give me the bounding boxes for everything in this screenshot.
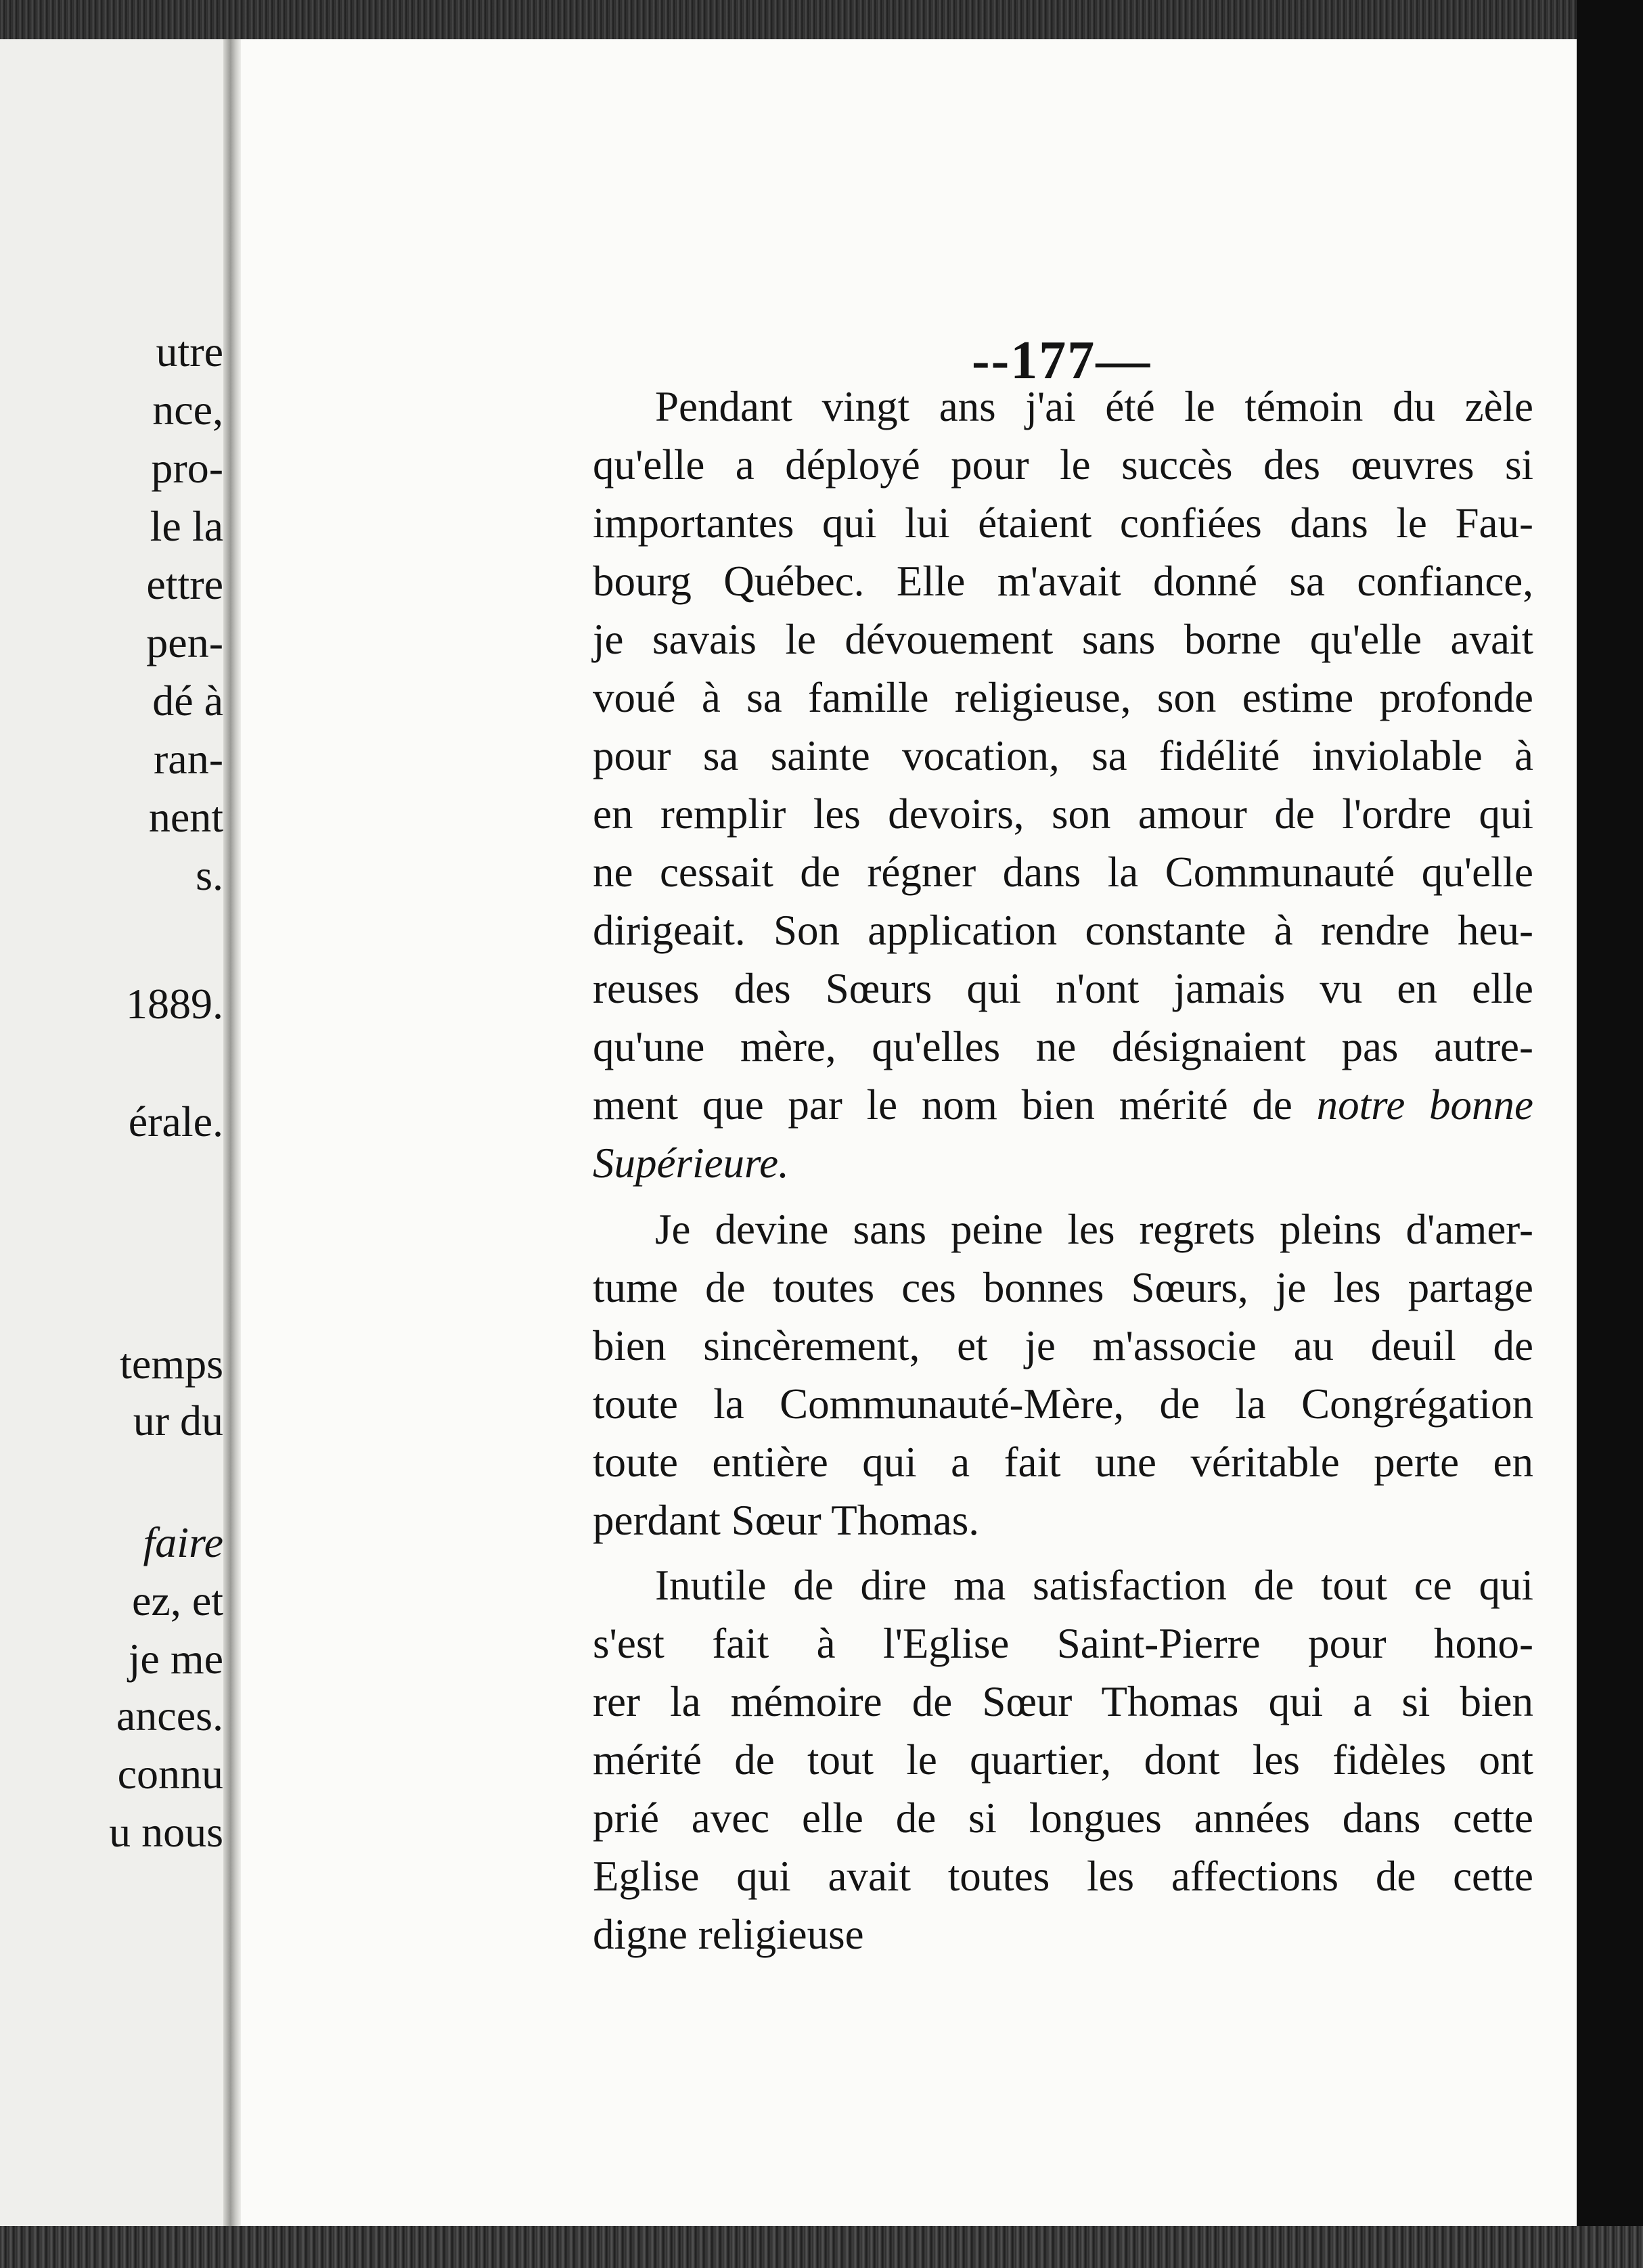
body-text-line [655,1206,1533,1253]
body-text: pour sa sainte vocation, sa fidélité inviolable à [593,732,1533,779]
left-page-line: nce, [152,386,223,434]
left-page-line: ettre [146,560,223,608]
body-text: qu'une mère, qu'elles ne désignaient pas autre- [593,1023,1533,1070]
body-text: en remplir les devoirs, son amour de l'ordre qui [593,790,1533,838]
body-text: perdant Sœur Thomas. [593,1497,979,1544]
body-text-line [593,1911,1533,1958]
body-text: prié avec elle de si longues années dans cette [593,1794,1533,1842]
body-text-line [593,1438,1533,1486]
left-page-line: ur du [133,1397,223,1445]
body-text-line [593,1736,1533,1784]
book-gutter [223,39,241,2226]
left-page-line: 1889. [126,980,223,1028]
body-text: importantes qui lui étaient confiées dans le Fau- [593,499,1533,547]
body-text: ment que par le nom bien mérité de [593,1081,1292,1129]
scan-border-top [0,0,1643,39]
italic-phrase: Supérieure. [593,1139,789,1187]
left-page-line: nent [148,793,223,841]
left-page-line: utre [156,327,223,376]
body-text-line [593,1794,1533,1842]
left-page-line: ran- [153,735,223,783]
body-text-line [593,1678,1533,1725]
body-text: Je devine sans peine les regrets pleins d'amer- [655,1206,1533,1253]
body-text: s'est fait à l'Eglise Saint-Pierre pour hono- [593,1620,1533,1667]
left-page-line: pro- [151,444,223,492]
body-text-line [593,558,1533,605]
page-number: --177— [972,331,1152,390]
body-text-line [593,1081,1533,1129]
body-text-line [593,1853,1533,1900]
body-text-line [593,616,1533,663]
body-text: mérité de tout le quartier, dont les fidèles ont [593,1736,1533,1784]
body-text-line [593,441,1533,489]
body-text: toute entière qui a fait une véritable perte en [593,1438,1533,1486]
left-page-line: u nous [109,1808,223,1856]
body-text: Pendant vingt ans j'ai été le témoin du zèle [655,383,1533,430]
body-text-line [593,1264,1533,1311]
main-page [241,39,1577,2226]
left-page-line: dé à [152,677,223,725]
left-page-line: ez, et [132,1577,223,1625]
body-text-line [593,1497,1533,1544]
body-text-line [593,1139,1533,1187]
body-text: digne religieuse [593,1911,864,1958]
body-text-line [593,674,1533,721]
body-text-line [593,1322,1533,1369]
body-text: dirigeait. Son application constante à rendre heu- [593,907,1533,954]
body-text: qu'elle a déployé pour le succès des œuvres si [593,441,1533,489]
body-text: rer la mémoire de Sœur Thomas qui a si bien [593,1678,1533,1725]
body-text-line [593,732,1533,779]
italic-phrase: notre bonne [1316,1081,1534,1129]
body-text: toute la Communauté-Mère, de la Congrégation [593,1380,1533,1428]
left-page-line: ances. [116,1692,223,1740]
body-text: tume de toutes ces bonnes Sœurs, je les partage [593,1264,1533,1311]
body-text: reuses des Sœurs qui n'ont jamais vu en elle [593,965,1533,1012]
left-page-line: s. [196,851,223,899]
scan-border-bottom [0,2226,1643,2268]
left-page-line: érale. [128,1097,223,1146]
body-text-line [655,1562,1533,1609]
body-text-line [593,848,1533,896]
left-page-line: temps [120,1340,223,1388]
scan-border-right [1577,0,1643,2268]
body-text: ne cessait de régner dans la Communauté qu'elle [593,848,1533,896]
left-page-line: faire [143,1518,223,1566]
body-text-line [593,499,1533,547]
left-page-line: je me [128,1635,223,1683]
body-text: Eglise qui avait toutes les affections de cette [593,1853,1533,1900]
body-text-line [593,907,1533,954]
body-text: bien sincèrement, et je m'associe au deuil de [593,1322,1533,1369]
body-text: je savais le dévouement sans borne qu'elle avait [593,616,1533,663]
left-page-line: le la [150,502,223,550]
body-text-line [593,1380,1533,1428]
body-text-line [655,383,1533,430]
body-text: voué à sa famille religieuse, son estime profonde [593,674,1533,721]
body-text-line [593,1620,1533,1667]
left-page-fragment [0,39,223,2226]
left-page-line: pen- [146,618,223,666]
body-text-line [593,965,1533,1012]
body-text: bourg Québec. Elle m'avait donné sa confiance, [593,558,1533,605]
body-text-line [593,1023,1533,1070]
body-text: Inutile de dire ma satisfaction de tout ce qui [655,1562,1533,1609]
left-page-line: connu [117,1750,223,1798]
body-text-line [593,790,1533,838]
